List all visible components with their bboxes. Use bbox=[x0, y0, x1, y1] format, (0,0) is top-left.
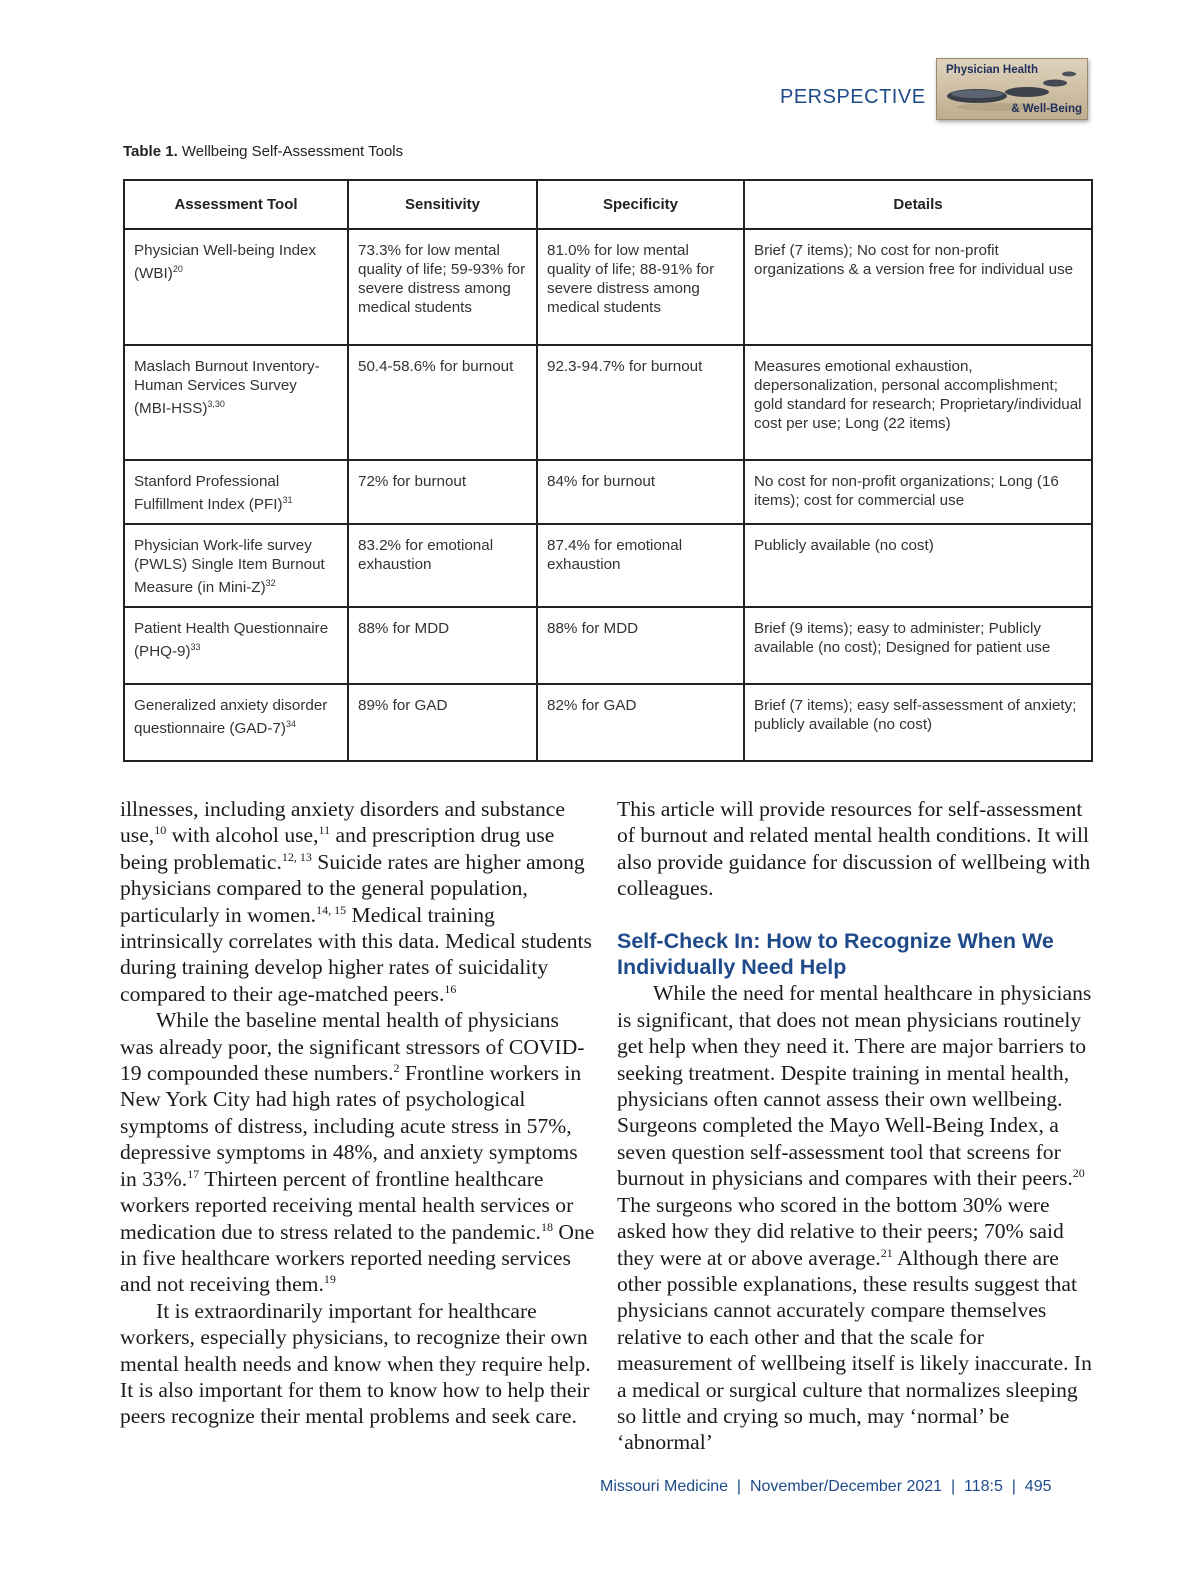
sensitivity-cell: 88% for MDD bbox=[348, 607, 537, 684]
table-row bbox=[124, 684, 1092, 761]
sensitivity-cell: 72% for burnout bbox=[348, 460, 537, 524]
table-row bbox=[124, 345, 1092, 460]
details-cell: Publicly available (no cost) bbox=[744, 524, 1092, 607]
logo-line-1: Physician Health bbox=[946, 64, 1039, 76]
specificity-cell: 88% for MDD bbox=[537, 607, 744, 684]
tool-cell: Physician Well-being Index (WBI)$^{20}$ bbox=[124, 229, 348, 345]
table-caption-label: Table 1. bbox=[123, 143, 178, 160]
header-assessment-tool: Assessment Tool bbox=[124, 180, 348, 229]
left-column bbox=[120, 796, 595, 1430]
right-column bbox=[617, 796, 1092, 1456]
left-paragraph-2: While the baseline mental health of physicians was already poor, the significant stressors of COVID-19 compounded these numbers.$^2$ Frontline workers in New York City had high rates of psychological symptoms of distress, including acute stress in 57%, depressive symptoms in 48%, and anxiety symptoms in 33%.$^{17}$ Thirteen percent of frontline healthcare workers reported receiving mental health services or medication due to stress related to the pandemic.$^{18}$ One in five healthcare workers reported needing services and not receiving them.$^{19}$ bbox=[120, 1008, 595, 1297]
header-sensitivity: Sensitivity bbox=[348, 180, 537, 229]
details-cell: No cost for non-profit organizations; Long (16 items); cost for commercial use bbox=[744, 460, 1092, 524]
specificity-cell: 92.3-94.7% for burnout bbox=[537, 345, 744, 460]
table-row bbox=[124, 524, 1092, 607]
header-details: Details bbox=[744, 180, 1092, 229]
details-cell: Brief (7 items); No cost for non-profit organizations & a version free for individual use bbox=[744, 229, 1092, 345]
table-row bbox=[124, 607, 1092, 684]
table-header-row bbox=[124, 180, 1092, 229]
left-paragraph-3: It is extraordinarily important for healthcare workers, especially physicians, to recognize their own mental health needs and know when they require help. It is also important for them to know how to help their peers recognize their mental problems and seek care. bbox=[120, 1298, 591, 1429]
table-row bbox=[124, 460, 1092, 524]
details-cell: Measures emotional exhaustion, depersonalization, personal accomplishment; gold standard for research; Proprietary/individual cost per use; Long (22 items) bbox=[744, 345, 1092, 460]
specificity-cell: 84% for burnout bbox=[537, 460, 744, 524]
assessment-tools-table bbox=[123, 179, 1093, 762]
sensitivity-cell: 73.3% for low mental quality of life; 59-93% for severe distress among medical students bbox=[348, 229, 537, 345]
logo-line-2: & Well-Being bbox=[1011, 103, 1082, 115]
tool-cell: Patient Health Questionnaire $(PHQ-9)^{33}$ bbox=[124, 607, 348, 684]
table-caption-text: Wellbeing Self-Assessment Tools bbox=[177, 143, 404, 160]
sensitivity-cell: 50.4-58.6% for burnout bbox=[348, 345, 537, 460]
right-paragraph-1: This article will provide resources for self-assessment of burnout and related mental health conditions. It will also provide guidance for discussion of wellbeing with colleagues. bbox=[617, 797, 1091, 901]
details-cell: Brief (9 items); easy to administer; Publicly available (no cost); Designed for patient use bbox=[744, 607, 1092, 684]
tool-cell: Generalized anxiety disorder questionnaire $(GAD-7)^{34}$ bbox=[124, 684, 348, 761]
tool-cell: Maslach Burnout Inventory-Human Services Survey $(MBI-HSS)^{3,30}$ bbox=[124, 345, 348, 460]
specificity-cell: 81.0% for low mental quality of life; 88-91% for severe distress among medical students bbox=[537, 229, 744, 345]
tool-cell: Stanford Professional Fulfillment Index (PFI)$^{31}$ bbox=[124, 460, 348, 524]
tool-cell: Physician Work-life survey (PWLS) Single Item Burnout Measure (in Mini-Z)$^{32}$ bbox=[124, 524, 348, 607]
specificity-cell: 87.4% for emotional exhaustion bbox=[537, 524, 744, 607]
table-row bbox=[124, 229, 1092, 345]
section-label: PERSPECTIVE bbox=[780, 86, 926, 108]
header-specificity: Specificity bbox=[537, 180, 744, 229]
right-paragraph-2: While the need for mental healthcare in physicians is significant, that does not mean physicians routinely get help when they need it. There are major barriers to seeking treatment. Despite training in mental health, physicians often cannot assess their own wellbeing. Surgeons completed the Mayo Well-Being Index, a seven question self-assessment tool that screens for burnout in physicians and compares with their peers.$^{20}$ The surgeons who scored in the bottom 30% were asked how they did relative to their peers; 70% said they were at or above average.$^{21}$ Although there are other possible explanations, these results suggest that physicians cannot accurately compare themselves relative to each other and that the scale for measurement of wellbeing itself is likely inaccurate. In a medical or surgical culture that normalizes sleeping so little and crying so much, may ‘normal’ be ‘abnormal’ bbox=[617, 981, 1092, 1455]
sensitivity-cell: 83.2% for emotional exhaustion bbox=[348, 524, 537, 607]
table-caption bbox=[123, 143, 403, 160]
left-paragraph-1: illnesses, including anxiety disorders and substance use,$^{10}$ with alcohol use,$^{11}$ and prescription drug use being problematic.$^{12, 13}$ Suicide rates are higher among physicians compared to the general population, particularly in women.$^{14, 15}$ Medical training intrinsically correlates with this data. Medical students during training develop higher rates of suicidality compared to their age-matched peers.$^{16}$ bbox=[120, 797, 592, 1006]
sensitivity-cell: 89% for GAD bbox=[348, 684, 537, 761]
journal-logo bbox=[936, 58, 1088, 120]
specificity-cell: 82% for GAD bbox=[537, 684, 744, 761]
page-footer: Missouri Medicine | November/December 2021 | 118:5 | 495 bbox=[600, 1478, 1052, 1495]
details-cell: Brief (7 items); easy self-assessment of anxiety; publicly available (no cost) bbox=[744, 684, 1092, 761]
section-heading: Self-Check In: How to Recognize When We Individually Need Help bbox=[617, 928, 1054, 980]
